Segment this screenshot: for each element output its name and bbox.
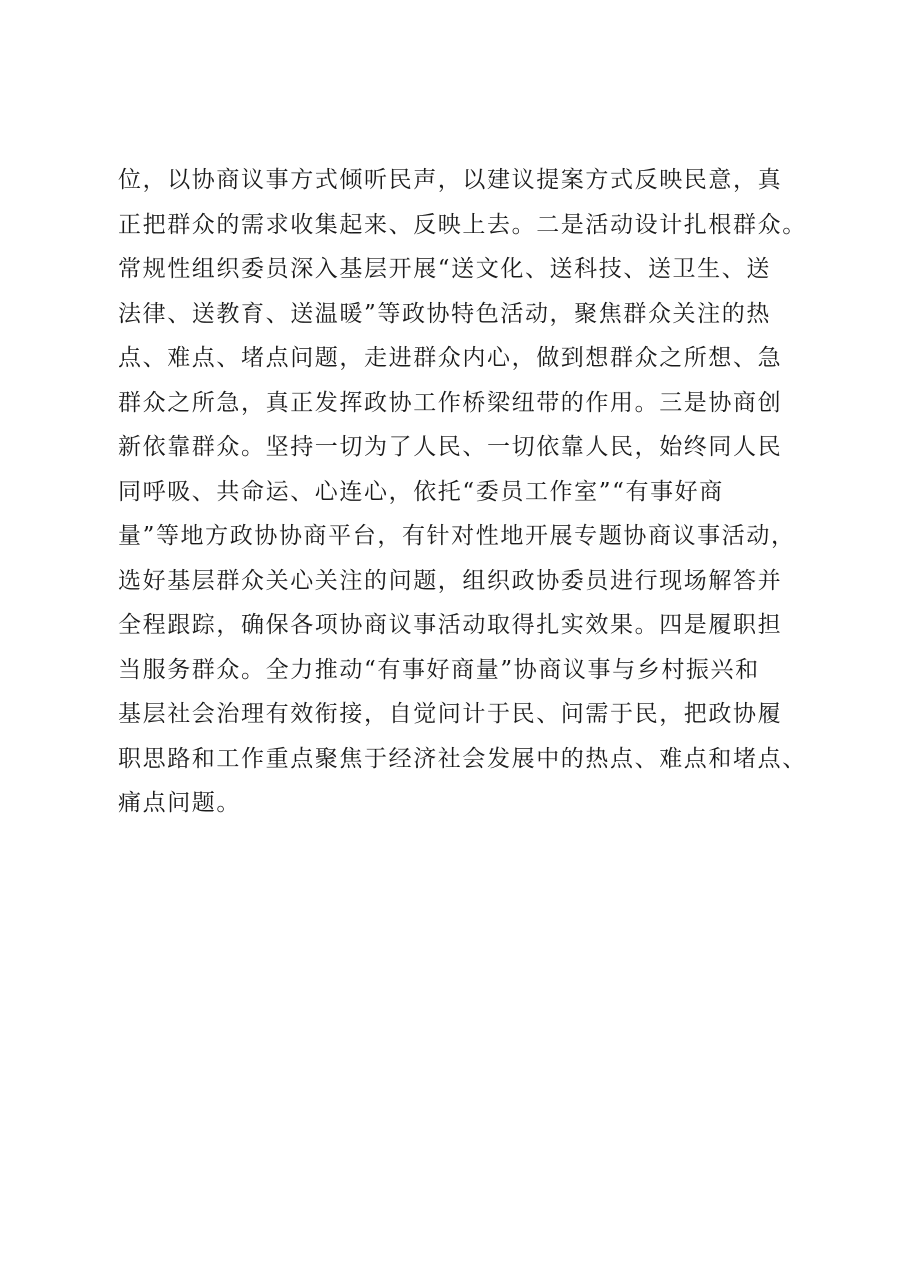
- paragraph-line: 痛点问题。: [118, 790, 241, 816]
- paragraph-line: 位，以协商议事方式倾听民声，以建议提案方式反映民意，真: [118, 167, 783, 193]
- paragraph-line: 选好基层群众关心关注的问题，组织政协委员进行现场解答并: [118, 567, 783, 594]
- paragraph-line: 同呼吸、共命运、心连心，依托“委员工作室”“有事好商: [118, 478, 724, 505]
- paragraph-line: 新依靠群众。坚持一切为了人民、一切依靠人民，始终同人民: [118, 434, 783, 460]
- paragraph-line: 量”等地方政协协商平台，有针对性地开展专题协商议事活动，: [118, 523, 796, 549]
- paragraph-line: 法律、送教育、送温暖”等政协特色活动，聚焦群众关注的热: [118, 300, 771, 327]
- paragraph-line: 职思路和工作重点聚焦于经济社会发展中的热点、难点和堵点、: [118, 745, 807, 772]
- paragraph-line: 点、难点、堵点问题，走进群众内心，做到想群众之所想、急: [118, 345, 783, 371]
- body-paragraph: [118, 158, 818, 826]
- paragraph-line: 正把群众的需求收集起来、反映上去。二是活动设计扎根群众。: [118, 211, 807, 238]
- paragraph-line: 全程跟踪，确保各项协商议事活动取得扎实效果。四是履职担: [118, 612, 783, 638]
- paragraph-line: 群众之所急，真正发挥政协工作桥梁纽带的作用。三是协商创: [118, 389, 783, 416]
- paragraph-line: 基层社会治理有效衔接，自觉问计于民、问需于民，把政协履: [118, 701, 783, 727]
- paragraph-line: 当服务群众。全力推动“有事好商量”协商议事与乡村振兴和: [118, 656, 760, 683]
- paragraph-line: 常规性组织委员深入基层开展“送文化、送科技、送卫生、送: [118, 256, 771, 282]
